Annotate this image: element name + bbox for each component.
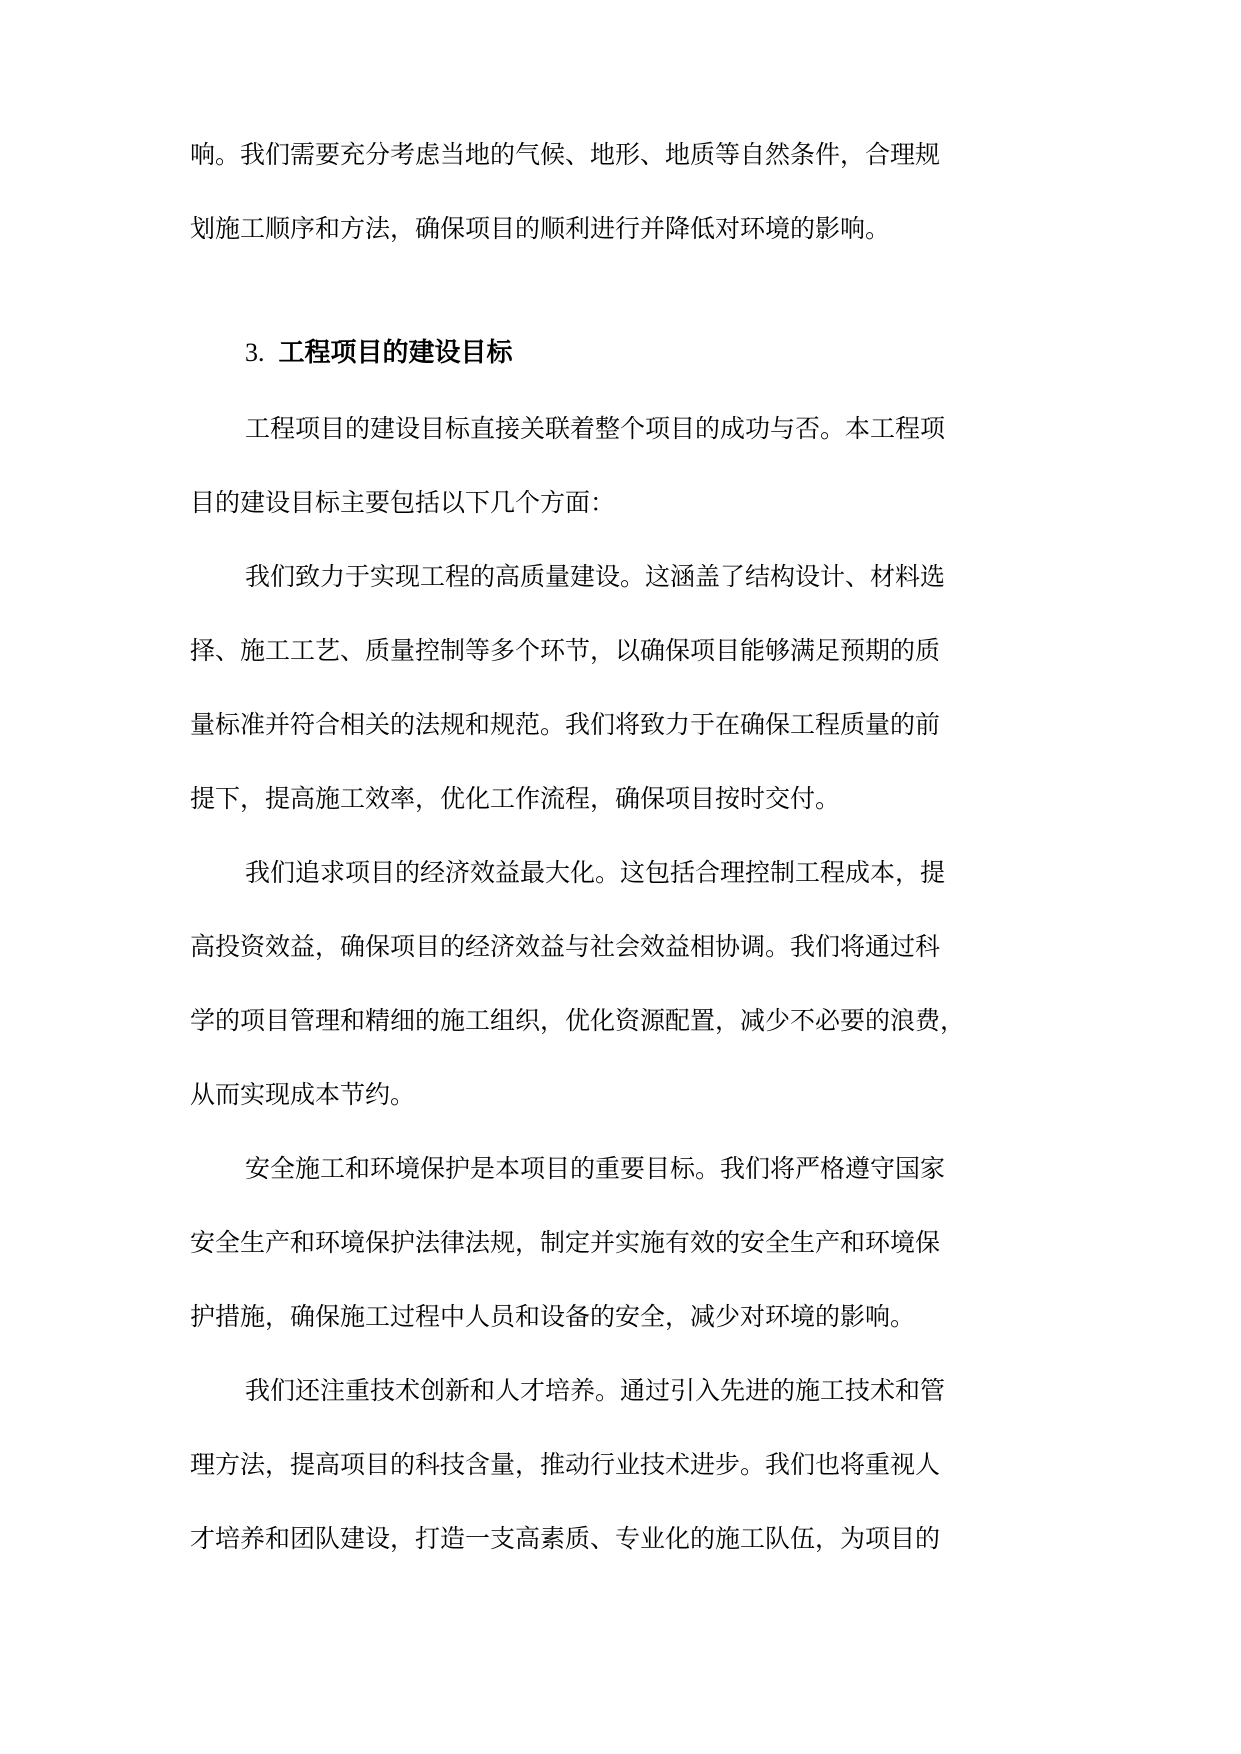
text-line: 择、施工工艺、质量控制等多个环节，以确保项目能够满足预期的质 xyxy=(190,636,941,665)
section-heading xyxy=(245,316,513,390)
text-line: 才培养和团队建设，打造一支高素质、专业化的施工队伍，为项目的 xyxy=(190,1524,941,1553)
text-line: 我们还注重技术创新和人才培养。通过引入先进的施工技术和管 xyxy=(245,1376,946,1405)
text-line: 提下，提高施工效率，优化工作流程，确保项目按时交付。 xyxy=(190,784,841,813)
text-line: 工程项目的建设目标直接关联着整个项目的成功与否。本工程项 xyxy=(245,414,946,443)
text-line: 目的建设目标主要包括以下几个方面： xyxy=(190,488,616,517)
section-number: 3. xyxy=(245,338,265,367)
text-line: 理方法，提高项目的科技含量，推动行业技术进步。我们也将重视人 xyxy=(190,1450,941,1479)
top-paragraph xyxy=(190,118,1048,266)
paragraph-innovation xyxy=(190,1354,1048,1576)
section-title: 工程项目的建设目标 xyxy=(278,338,513,368)
text-line: 安全生产和环境保护法律法规，制定并实施有效的安全生产和环境保 xyxy=(190,1228,941,1257)
paragraph-quality xyxy=(190,540,1048,836)
paragraph-safety xyxy=(190,1132,1048,1354)
text-line: 高投资效益，确保项目的经济效益与社会效益相协调。我们将通过科 xyxy=(190,932,941,961)
paragraph-intro xyxy=(190,392,1048,540)
text-line: 护措施，确保施工过程中人员和设备的安全，减少对环境的影响。 xyxy=(190,1302,916,1331)
text-line: 划施工顺序和方法，确保项目的顺利进行并降低对环境的影响。 xyxy=(190,214,891,243)
paragraph-economic xyxy=(190,836,1048,1132)
text-line: 量标准并符合相关的法规和规范。我们将致力于在确保工程质量的前 xyxy=(190,710,941,739)
text-line: 响。我们需要充分考虑当地的气候、地形、地质等自然条件，合理规 xyxy=(190,140,941,169)
text-line: 安全施工和环境保护是本项目的重要目标。我们将严格遵守国家 xyxy=(245,1154,946,1183)
text-line: 学的项目管理和精细的施工组织，优化资源配置，减少不必要的浪费， xyxy=(190,1006,966,1035)
text-line: 我们致力于实现工程的高质量建设。这涵盖了结构设计、材料选 xyxy=(245,562,946,591)
text-line: 我们追求项目的经济效益最大化。这包括合理控制工程成本，提 xyxy=(245,858,946,887)
text-line: 从而实现成本节约。 xyxy=(190,1080,416,1109)
